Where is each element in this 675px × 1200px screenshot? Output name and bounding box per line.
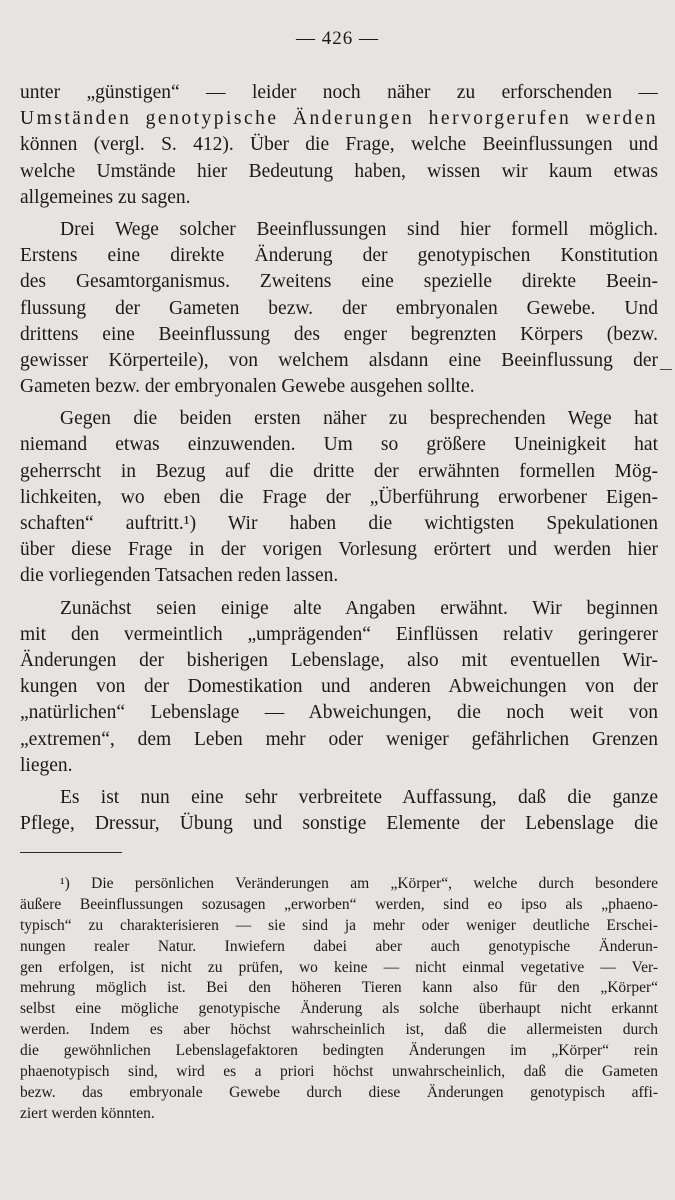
body-line: des Gesamtorganismus. Zweitens eine spezielle direkte Beein- [20,271,658,293]
page-number: — 426 — [296,28,379,49]
body-line: können (vergl. S. 412). Über die Frage, welche Beeinflussungen und [20,134,658,156]
body-line: Pflege, Dressur, Übung und sonstige Elemente der Lebenslage die [20,813,658,835]
body-line: Umständen genotypische Änderungen hervorgerufen werden [20,108,658,130]
body-line: Änderungen der bisherigen Lebenslage, also mit eventuellen Wir- [20,649,658,671]
margin-mark [660,369,672,370]
body-line: „extremen“, dem Leben mehr oder weniger gefährlichen Grenzen [20,728,658,750]
footnote-line: bezw. das embryonale Gewebe durch diese Änderungen genotypisch affi- [20,1083,658,1101]
footnote-line: gen erfolgen, ist nicht zu prüfen, wo keine — nicht einmal vegetative — Ver- [20,958,658,976]
footnote-line: ziert werden könnten. [20,1104,155,1122]
footnote-line: phaenotypisch sind, wird es a priori höchst unwahrscheinlich, daß die Gameten [20,1063,658,1081]
body-line: die vorliegenden Tatsachen reden lassen. [20,565,339,587]
body-line: gewisser Körperteile), von welchem alsdann eine Beeinflussung der [20,349,658,371]
footnote-line: nungen realer Natur. Inwiefern dabei aber auch genotypische Änderun- [20,937,658,955]
footnote-line: selbst eine mögliche genotypische Änderung als solche überhaupt nicht erkannt [20,1000,658,1018]
body-text [20,80,658,837]
body-line: Drei Wege solcher Beeinflussungen sind hier formell möglich. [60,218,658,240]
body-line: liegen. [20,754,73,776]
body-line: schaften“ auftritt.¹) Wir haben die wichtigsten Spekulationen [20,513,658,534]
body-line: unter „günstigen“ — leider noch näher zu erforschenden — [20,82,658,103]
footnote-line: mehrung möglich ist. Bei den höheren Tieren kann also für den „Körper“ [20,979,658,997]
body-line: Gameten bezw. der embryonalen Gewebe ausgehen sollte. [20,376,475,398]
footnote-line: äußere Beeinflussungen sozusagen „erworben“ werden, sind eo ipso als „phaeno- [20,895,658,913]
body-line: „natürlichen“ Lebenslage — Abweichungen, die noch weit von [20,702,658,724]
body-line: welche Umstände hier Bedeutung haben, wissen wir kaum etwas [20,160,658,182]
body-line: kungen von der Domestikation und anderen Abweichungen von der [20,676,658,698]
footnote [20,874,658,1125]
body-line: drittens eine Beeinflussung des enger begrenzten Körpers (bezw. [20,323,658,345]
body-line: niemand etwas einzuwenden. Um so größere Uneinigkeit hat [20,434,658,456]
body-line: flussung der Gameten bezw. der embryonalen Gewebe. Und [20,297,658,319]
body-line: Erstens eine direkte Änderung der genotypischen Konstitution [20,245,658,267]
body-line: Gegen die beiden ersten näher zu besprechenden Wege hat [60,408,658,430]
footnote-line: werden. Indem es aber höchst wahrscheinlich ist, daß die allermeisten durch [20,1021,658,1039]
body-line: über diese Frage in der vorigen Vorlesung erörtert und werden hier [20,539,658,561]
footnote-line: die gewöhnlichen Lebenslagefaktoren bedingten Änderungen im „Körper“ rein [20,1042,658,1060]
body-line: lichkeiten, wo eben die Frage der „Überführung erworbener Eigen- [20,486,658,508]
footnote-line: ¹) Die persönlichen Veränderungen am „Körper“, welche durch besondere [60,875,658,892]
body-line: allgemeines zu sagen. [20,186,191,208]
footnote-rule [20,852,122,853]
body-line: Es ist nun eine sehr verbreitete Auffassung, daß die ganze [60,786,658,808]
body-line: Zunächst seien einige alte Angaben erwähnt. Wir beginnen [60,597,658,619]
footnote-line: typisch“ zu charakterisieren — sie sind ja mehr oder weniger deutliche Erschei- [20,916,658,934]
body-line: geherrscht in Bezug auf die dritte der erwähnten formellen Mög- [20,460,658,482]
body-line: mit den vermeintlich „umprägenden“ Einflüssen relativ geringerer [20,623,658,645]
